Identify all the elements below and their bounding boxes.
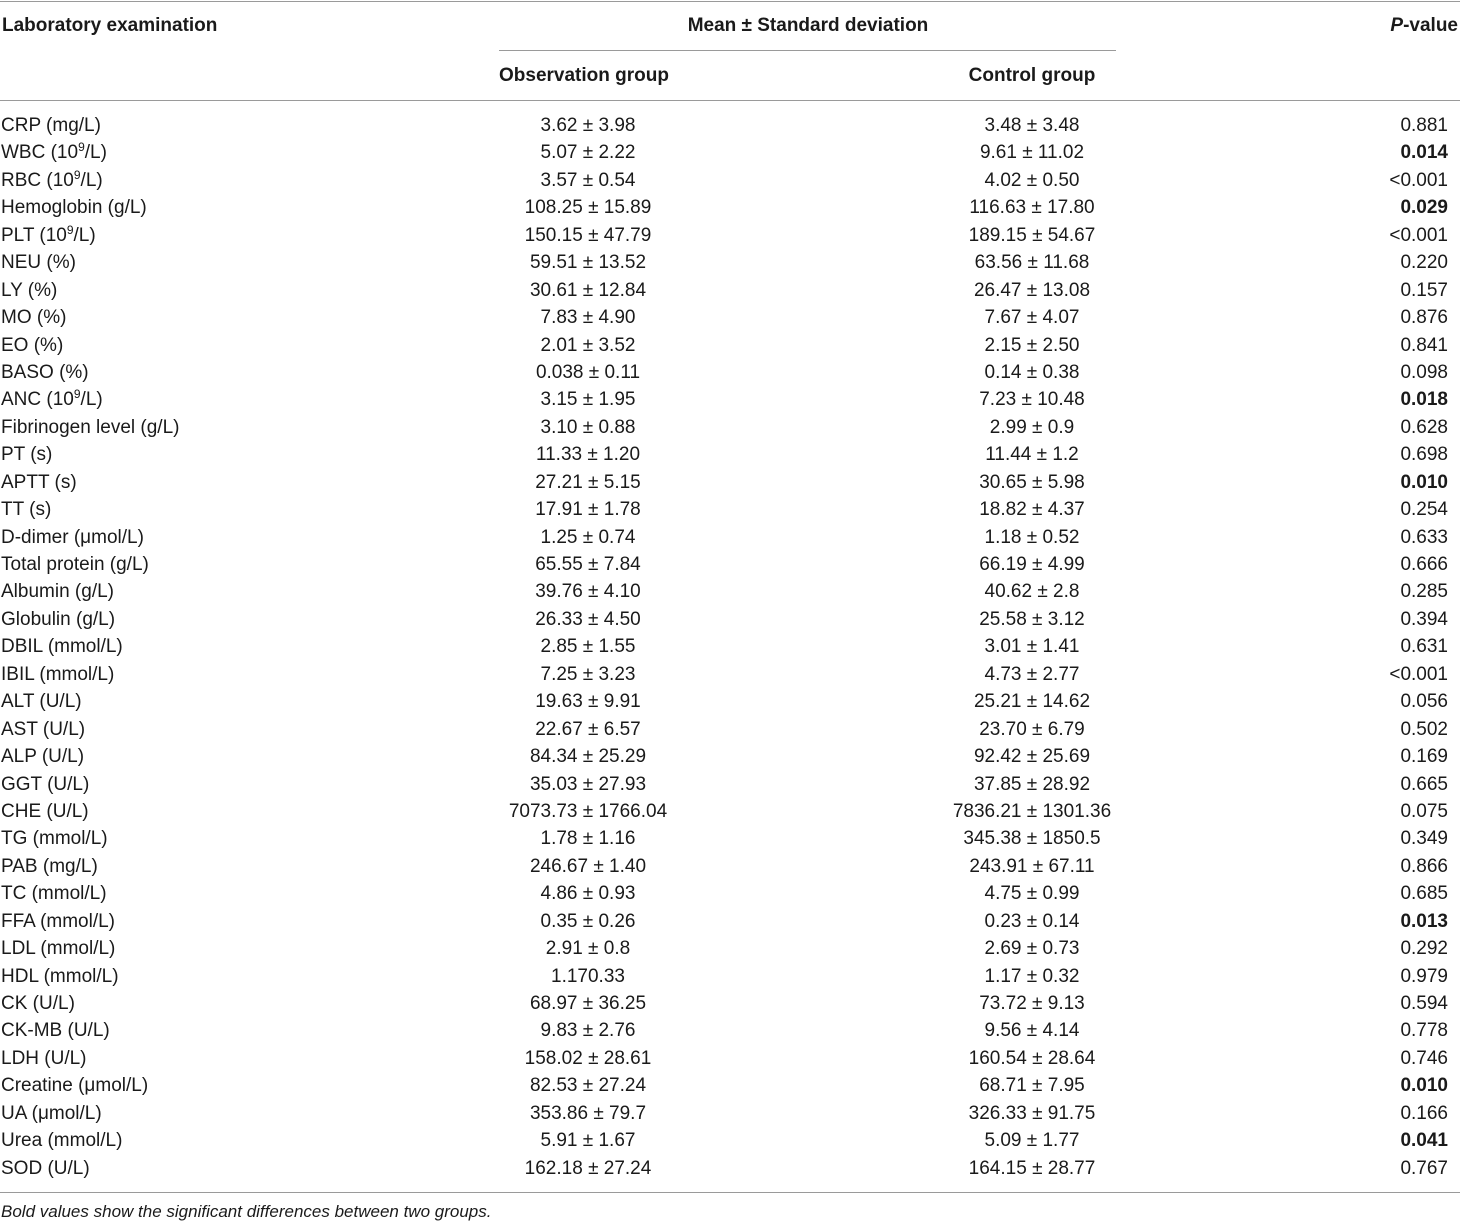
table-row bbox=[0, 661, 1460, 688]
cell-p-value: 0.841 bbox=[1400, 334, 1448, 356]
cell-lab-name bbox=[1, 277, 57, 304]
cell-control: 37.85 ± 28.92 bbox=[973, 773, 1091, 795]
lab-name-text: BASO (%) bbox=[1, 361, 89, 383]
cell-lab-name bbox=[1, 908, 115, 935]
cell-lab-name bbox=[1, 771, 89, 798]
lab-name-text: GGT (U/L) bbox=[1, 773, 90, 795]
lab-name-text: HDL (mmol/L) bbox=[1, 965, 119, 987]
cell-lab-name bbox=[1, 524, 144, 551]
cell-lab-name bbox=[1, 167, 103, 194]
cell-p-value: 0.075 bbox=[1400, 800, 1448, 822]
cell-p-value: 0.778 bbox=[1400, 1020, 1448, 1042]
cell-observation: 3.10 ± 0.88 bbox=[540, 416, 636, 438]
cell-observation: 17.91 ± 1.78 bbox=[535, 499, 641, 521]
lab-name-text: RBC (10 bbox=[1, 169, 74, 191]
cell-lab-name bbox=[1, 1072, 148, 1099]
cell-lab-name bbox=[1, 990, 75, 1017]
cell-observation: 1.170.33 bbox=[551, 965, 625, 987]
cell-control: 2.15 ± 2.50 bbox=[984, 334, 1080, 356]
cell-control: 30.65 ± 5.98 bbox=[979, 471, 1085, 493]
table-row bbox=[0, 633, 1460, 660]
cell-p-value: 0.041 bbox=[1400, 1130, 1448, 1152]
lab-name-text: DBIL (mmol/L) bbox=[1, 636, 123, 658]
lab-name-superscript: 9 bbox=[73, 387, 81, 402]
lab-name-text: ALP (U/L) bbox=[1, 746, 85, 768]
cell-observation: 82.53 ± 27.24 bbox=[529, 1075, 647, 1097]
top-rule bbox=[0, 1, 1460, 2]
cell-p-value: <0.001 bbox=[1389, 169, 1448, 191]
table-footnote: Bold values show the significant differences between two groups. bbox=[1, 1202, 492, 1221]
cell-observation: 3.57 ± 0.54 bbox=[540, 169, 636, 191]
cell-lab-name bbox=[1, 304, 66, 331]
table-row bbox=[0, 716, 1460, 743]
cell-lab-name bbox=[1, 551, 149, 578]
table-row bbox=[0, 990, 1460, 1017]
cell-control: 345.38 ± 1850.5 bbox=[963, 828, 1101, 850]
cell-lab-name bbox=[1, 139, 107, 166]
cell-observation: 4.86 ± 0.93 bbox=[540, 883, 636, 905]
table-row bbox=[0, 551, 1460, 578]
cell-control: 66.19 ± 4.99 bbox=[979, 554, 1085, 575]
table-row bbox=[0, 414, 1460, 441]
cell-lab-name bbox=[1, 798, 89, 825]
cell-control: 0.14 ± 0.38 bbox=[984, 361, 1080, 383]
cell-lab-name bbox=[1, 386, 103, 413]
cell-observation: 2.01 ± 3.52 bbox=[540, 334, 636, 356]
cell-control: 189.15 ± 54.67 bbox=[968, 224, 1096, 246]
cell-control: 7.67 ± 4.07 bbox=[984, 307, 1080, 329]
lab-name-text: IBIL (mmol/L) bbox=[1, 663, 115, 685]
table-row bbox=[0, 524, 1460, 551]
cell-observation: 68.97 ± 36.25 bbox=[529, 993, 647, 1014]
lab-name-text: LDL (mmol/L) bbox=[1, 938, 116, 960]
cell-observation: 1.25 ± 0.74 bbox=[540, 526, 636, 548]
cell-lab-name bbox=[1, 853, 98, 880]
lab-name-text: SOD (U/L) bbox=[1, 1157, 90, 1179]
cell-observation: 59.51 ± 13.52 bbox=[529, 252, 647, 274]
header-p-suffix: -value bbox=[1403, 15, 1458, 36]
cell-lab-name bbox=[1, 496, 51, 523]
cell-p-value: 0.166 bbox=[1400, 1102, 1448, 1124]
table-row bbox=[0, 249, 1460, 276]
cell-p-value: 0.628 bbox=[1400, 416, 1448, 438]
cell-lab-name bbox=[1, 112, 101, 139]
lab-name-superscript: 9 bbox=[73, 167, 81, 182]
table-row bbox=[0, 469, 1460, 496]
cell-control: 0.23 ± 0.14 bbox=[984, 910, 1080, 932]
cell-p-value: 0.394 bbox=[1400, 608, 1448, 630]
cell-observation: 162.18 ± 27.24 bbox=[524, 1157, 652, 1179]
cell-control: 63.56 ± 11.68 bbox=[974, 252, 1090, 274]
lab-name-text: Creatine (μmol/L) bbox=[1, 1075, 149, 1097]
cell-control: 2.99 ± 0.9 bbox=[989, 416, 1075, 438]
cell-p-value: 0.685 bbox=[1400, 883, 1448, 905]
table-row bbox=[0, 441, 1460, 468]
lab-name-suffix: /L) bbox=[80, 169, 103, 191]
cell-observation: 2.85 ± 1.55 bbox=[540, 636, 636, 658]
cell-p-value: 0.014 bbox=[1400, 142, 1448, 164]
lab-name-text: AST (U/L) bbox=[1, 718, 86, 740]
cell-p-value: 0.746 bbox=[1400, 1047, 1448, 1069]
cell-p-value: 0.767 bbox=[1400, 1157, 1448, 1179]
cell-p-value: 0.010 bbox=[1400, 471, 1448, 493]
cell-control: 40.62 ± 2.8 bbox=[984, 581, 1080, 603]
table-row bbox=[0, 1045, 1460, 1072]
cell-lab-name bbox=[1, 1100, 102, 1127]
cell-control: 7836.21 ± 1301.36 bbox=[952, 800, 1112, 822]
cell-lab-name bbox=[1, 1127, 122, 1154]
cell-p-value: 0.633 bbox=[1400, 526, 1448, 548]
lab-name-text: CRP (mg/L) bbox=[1, 115, 101, 136]
cell-control: 7.23 ± 10.48 bbox=[979, 389, 1085, 411]
lab-name-text: WBC (10 bbox=[1, 142, 79, 164]
cell-p-value: 0.157 bbox=[1400, 279, 1448, 301]
cell-control: 92.42 ± 25.69 bbox=[973, 746, 1091, 768]
table-row bbox=[0, 771, 1460, 798]
lab-name-text: MO (%) bbox=[1, 307, 67, 329]
cell-p-value: 0.169 bbox=[1400, 746, 1448, 768]
cell-lab-name bbox=[1, 469, 77, 496]
cell-lab-name bbox=[1, 249, 76, 276]
table-row bbox=[0, 908, 1460, 935]
cell-p-value: 0.010 bbox=[1400, 1075, 1448, 1097]
cell-observation: 30.61 ± 12.84 bbox=[529, 279, 647, 301]
cell-p-value: 0.502 bbox=[1400, 718, 1448, 740]
header-mean-sd: Mean ± Standard deviation bbox=[687, 15, 929, 36]
table-row bbox=[0, 359, 1460, 386]
cell-lab-name bbox=[1, 1045, 87, 1072]
table-row bbox=[0, 1017, 1460, 1044]
cell-observation: 1.78 ± 1.16 bbox=[540, 828, 636, 850]
cell-lab-name bbox=[1, 414, 179, 441]
lab-name-text: FFA (mmol/L) bbox=[1, 910, 116, 932]
cell-control: 1.18 ± 0.52 bbox=[984, 526, 1080, 548]
lab-name-text: Urea (mmol/L) bbox=[1, 1130, 123, 1152]
lab-name-text: TT (s) bbox=[1, 499, 52, 521]
lab-name-text: CK-MB (U/L) bbox=[1, 1020, 110, 1042]
cell-control: 160.54 ± 28.64 bbox=[968, 1047, 1096, 1069]
cell-p-value: 0.056 bbox=[1400, 691, 1448, 713]
lab-name-text: APTT (s) bbox=[1, 471, 77, 493]
cell-control: 4.73 ± 2.77 bbox=[984, 663, 1080, 685]
cell-lab-name bbox=[1, 222, 96, 249]
cell-control: 26.47 ± 13.08 bbox=[973, 279, 1091, 301]
cell-control: 243.91 ± 67.11 bbox=[969, 855, 1095, 877]
lab-name-suffix: /L) bbox=[84, 142, 107, 164]
cell-observation: 39.76 ± 4.10 bbox=[535, 581, 641, 603]
header-observation-group: Observation group bbox=[499, 65, 669, 86]
cell-control: 18.82 ± 4.37 bbox=[979, 499, 1085, 521]
cell-control: 11.44 ± 1.2 bbox=[985, 444, 1079, 466]
cell-observation: 108.25 ± 15.89 bbox=[524, 197, 652, 219]
cell-p-value: 0.866 bbox=[1400, 855, 1448, 877]
cell-p-value: 0.254 bbox=[1400, 499, 1448, 521]
cell-observation: 26.33 ± 4.50 bbox=[535, 608, 641, 630]
table-row bbox=[0, 194, 1460, 221]
table-row bbox=[0, 606, 1460, 633]
cell-p-value: 0.285 bbox=[1400, 581, 1448, 603]
cell-observation: 5.07 ± 2.22 bbox=[540, 142, 636, 164]
cell-control: 3.48 ± 3.48 bbox=[984, 115, 1080, 136]
cell-observation: 11.33 ± 1.20 bbox=[535, 444, 641, 466]
cell-observation: 9.83 ± 2.76 bbox=[540, 1020, 636, 1042]
cell-control: 4.02 ± 0.50 bbox=[984, 169, 1080, 191]
table-row bbox=[0, 963, 1460, 990]
cell-observation: 353.86 ± 79.7 bbox=[529, 1102, 647, 1124]
header-control-group: Control group bbox=[968, 65, 1096, 86]
lab-name-text: TC (mmol/L) bbox=[1, 883, 107, 905]
cell-observation: 3.62 ± 3.98 bbox=[540, 115, 636, 136]
lab-name-text: Hemoglobin (g/L) bbox=[1, 197, 147, 219]
cell-lab-name bbox=[1, 716, 85, 743]
spanner-rule bbox=[499, 50, 1116, 51]
cell-p-value: 0.881 bbox=[1400, 115, 1448, 136]
lab-name-suffix: /L) bbox=[73, 224, 96, 246]
cell-lab-name bbox=[1, 606, 115, 633]
lab-name-text: CK (U/L) bbox=[1, 993, 75, 1014]
lab-name-text: LDH (U/L) bbox=[1, 1047, 87, 1069]
table-body bbox=[0, 112, 1460, 1182]
cell-lab-name bbox=[1, 963, 119, 990]
table-row bbox=[0, 578, 1460, 605]
table-row bbox=[0, 880, 1460, 907]
lab-name-text: Globulin (g/L) bbox=[1, 608, 116, 630]
cell-lab-name bbox=[1, 332, 63, 359]
cell-lab-name bbox=[1, 194, 147, 221]
table-row bbox=[0, 167, 1460, 194]
cell-control: 164.15 ± 28.77 bbox=[968, 1157, 1096, 1179]
table-row bbox=[0, 743, 1460, 770]
lab-name-text: D-dimer (μmol/L) bbox=[1, 526, 144, 548]
cell-control: 23.70 ± 6.79 bbox=[979, 718, 1085, 740]
cell-p-value: 0.098 bbox=[1400, 361, 1448, 383]
cell-observation: 22.67 ± 6.57 bbox=[535, 718, 641, 740]
lab-name-superscript: 9 bbox=[78, 140, 85, 155]
cell-control: 73.72 ± 9.13 bbox=[979, 993, 1085, 1014]
table-row bbox=[0, 853, 1460, 880]
cell-p-value: 0.220 bbox=[1400, 252, 1448, 274]
cell-control: 25.21 ± 14.62 bbox=[973, 691, 1091, 713]
cell-control: 326.33 ± 91.75 bbox=[968, 1102, 1096, 1124]
cell-control: 3.01 ± 1.41 bbox=[984, 636, 1080, 658]
cell-observation: 84.34 ± 25.29 bbox=[529, 746, 647, 768]
table-row bbox=[0, 112, 1460, 139]
table-row bbox=[0, 1100, 1460, 1127]
table-row bbox=[0, 304, 1460, 331]
lab-name-superscript: 9 bbox=[66, 222, 74, 237]
cell-lab-name bbox=[1, 1155, 90, 1182]
lab-name-text: LY (%) bbox=[1, 279, 58, 301]
cell-observation: 0.038 ± 0.11 bbox=[535, 361, 641, 383]
lab-name-text: PT (s) bbox=[1, 444, 53, 466]
cell-control: 25.58 ± 3.12 bbox=[979, 608, 1085, 630]
cell-p-value: 0.979 bbox=[1400, 965, 1448, 987]
cell-p-value: <0.001 bbox=[1389, 663, 1448, 685]
table-row bbox=[0, 688, 1460, 715]
cell-observation: 3.15 ± 1.95 bbox=[540, 389, 636, 411]
cell-control: 68.71 ± 7.95 bbox=[979, 1075, 1085, 1097]
table-row bbox=[0, 798, 1460, 825]
cell-p-value: <0.001 bbox=[1389, 224, 1448, 246]
lab-name-text: NEU (%) bbox=[1, 252, 76, 274]
cell-lab-name bbox=[1, 825, 108, 852]
cell-observation: 7.25 ± 3.23 bbox=[540, 663, 636, 685]
cell-observation: 27.21 ± 5.15 bbox=[535, 471, 641, 493]
cell-p-value: 0.018 bbox=[1400, 389, 1448, 411]
cell-observation: 246.67 ± 1.40 bbox=[529, 855, 647, 877]
lab-name-text: EO (%) bbox=[1, 334, 64, 356]
lab-name-text: PLT (10 bbox=[1, 224, 67, 246]
lab-name-text: UA (μmol/L) bbox=[1, 1102, 102, 1124]
cell-lab-name bbox=[1, 578, 114, 605]
cell-lab-name bbox=[1, 1017, 110, 1044]
table-row bbox=[0, 277, 1460, 304]
cell-lab-name bbox=[1, 441, 52, 468]
cell-p-value: 0.631 bbox=[1400, 636, 1448, 658]
cell-control: 4.75 ± 0.99 bbox=[984, 883, 1080, 905]
table-row bbox=[0, 496, 1460, 523]
header-p-value bbox=[1390, 14, 1458, 38]
cell-lab-name bbox=[1, 743, 84, 770]
cell-control: 2.69 ± 0.73 bbox=[984, 938, 1080, 960]
cell-observation: 19.63 ± 9.91 bbox=[535, 691, 641, 713]
cell-lab-name bbox=[1, 880, 107, 907]
lab-name-suffix: /L) bbox=[80, 389, 103, 411]
table-row bbox=[0, 332, 1460, 359]
cell-p-value: 0.013 bbox=[1400, 910, 1448, 932]
cell-observation: 65.55 ± 7.84 bbox=[535, 554, 641, 575]
table-row bbox=[0, 222, 1460, 249]
cell-lab-name bbox=[1, 633, 123, 660]
table-row bbox=[0, 386, 1460, 413]
lab-name-text: ALT (U/L) bbox=[1, 691, 82, 713]
cell-p-value: 0.876 bbox=[1400, 307, 1448, 329]
cell-p-value: 0.029 bbox=[1400, 197, 1448, 219]
lab-name-text: CHE (U/L) bbox=[1, 800, 89, 822]
table-row bbox=[0, 1072, 1460, 1099]
header-rule bbox=[0, 100, 1460, 101]
cell-p-value: 0.665 bbox=[1400, 773, 1448, 795]
bottom-rule bbox=[0, 1192, 1460, 1193]
cell-observation: 35.03 ± 27.93 bbox=[529, 773, 647, 795]
table-row bbox=[0, 1127, 1460, 1154]
lab-name-text: Fibrinogen level (g/L) bbox=[1, 416, 180, 438]
cell-observation: 2.91 ± 0.8 bbox=[545, 938, 631, 960]
lab-name-text: ANC (10 bbox=[1, 389, 74, 411]
cell-observation: 7073.73 ± 1766.04 bbox=[508, 800, 668, 822]
table-row bbox=[0, 1155, 1460, 1182]
cell-p-value: 0.698 bbox=[1400, 444, 1448, 466]
cell-control: 116.63 ± 17.80 bbox=[969, 197, 1095, 219]
header-laboratory-examination: Laboratory examination bbox=[2, 15, 218, 36]
lab-name-text: Albumin (g/L) bbox=[1, 581, 114, 603]
cell-lab-name bbox=[1, 935, 115, 962]
cell-p-value: 0.666 bbox=[1400, 554, 1448, 575]
cell-lab-name bbox=[1, 661, 114, 688]
cell-lab-name bbox=[1, 359, 89, 386]
cell-control: 1.17 ± 0.32 bbox=[984, 965, 1080, 987]
cell-observation: 7.83 ± 4.90 bbox=[540, 307, 636, 329]
table-row bbox=[0, 825, 1460, 852]
cell-observation: 158.02 ± 28.61 bbox=[524, 1047, 652, 1069]
cell-control: 9.61 ± 11.02 bbox=[979, 142, 1085, 164]
cell-p-value: 0.594 bbox=[1400, 993, 1448, 1014]
cell-observation: 0.35 ± 0.26 bbox=[540, 910, 636, 932]
cell-p-value: 0.349 bbox=[1400, 828, 1448, 850]
lab-name-text: TG (mmol/L) bbox=[1, 828, 108, 850]
lab-name-text: PAB (mg/L) bbox=[1, 855, 98, 877]
cell-observation: 5.91 ± 1.67 bbox=[540, 1130, 636, 1152]
lab-name-text: Total protein (g/L) bbox=[1, 554, 149, 575]
cell-lab-name bbox=[1, 688, 82, 715]
table-row bbox=[0, 139, 1460, 166]
cell-control: 5.09 ± 1.77 bbox=[984, 1130, 1080, 1152]
header-p-letter: P bbox=[1390, 15, 1404, 36]
cell-control: 9.56 ± 4.14 bbox=[984, 1020, 1080, 1042]
table-row bbox=[0, 935, 1460, 962]
cell-observation: 150.15 ± 47.79 bbox=[524, 224, 652, 246]
cell-p-value: 0.292 bbox=[1400, 938, 1448, 960]
